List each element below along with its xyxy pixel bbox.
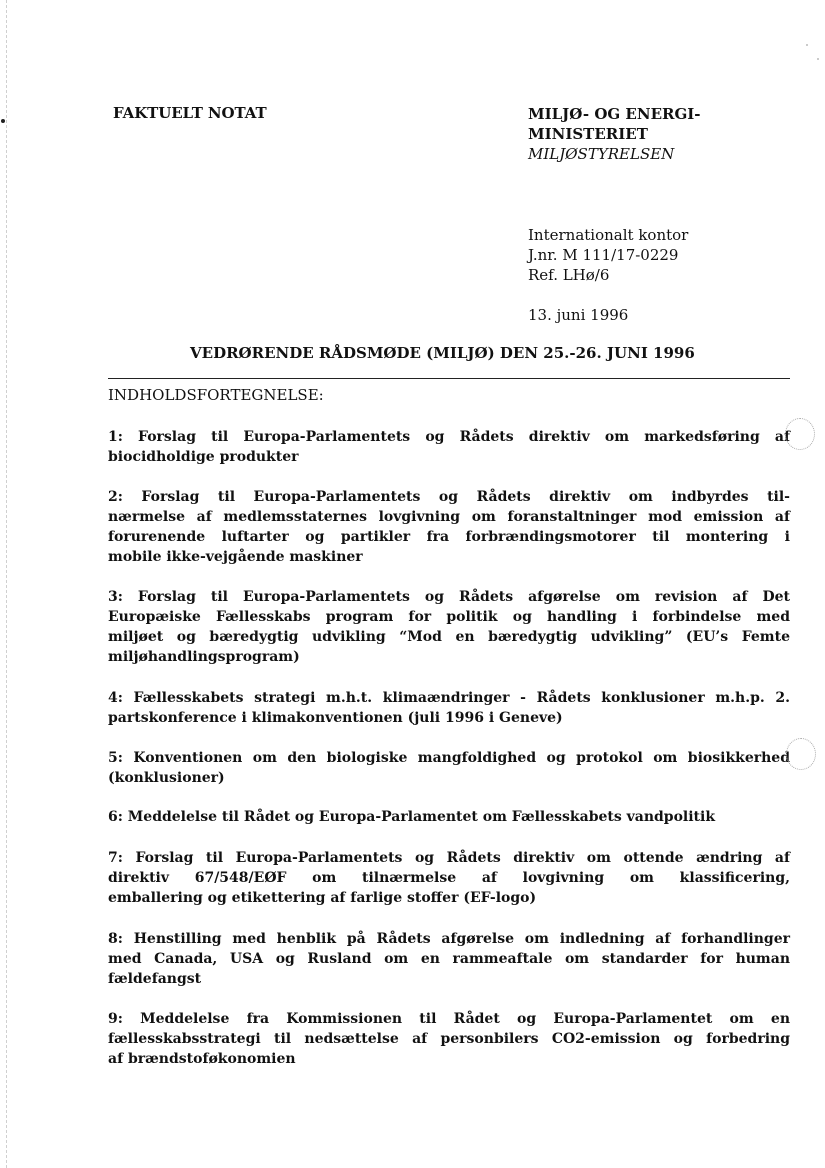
toc-item-line: Europæiske Fællesskabs program for politik og handling i forbindelse med bbox=[108, 609, 790, 625]
toc-item-line: 1: Forslag til Europa-Parlamentets og Rådets direktiv om markedsføring af bbox=[108, 429, 790, 445]
toc-item-line: af brændstoføkonomien bbox=[108, 1051, 296, 1067]
toc-item-line: emballering og etikettering af farlige stoffer (EF-logo) bbox=[108, 890, 537, 906]
toc-item-line: (konklusioner) bbox=[108, 770, 225, 786]
meeting-heading: VEDRØRENDE RÅDSMØDE (MILJØ) DEN 25.-26. JUNI 1996 bbox=[190, 344, 695, 362]
binder-hole-mark bbox=[786, 738, 816, 770]
reference: Ref. LHø/6 bbox=[528, 266, 610, 284]
scan-speck bbox=[817, 58, 819, 60]
toc-item-line: 4: Fællesskabets strategi m.h.t. klimaændringer - Rådets konklusioner m.h.p. 2. bbox=[108, 690, 790, 706]
toc-item-line: 5: Konventionen om den biologiske mangfoldighed og protokol om biosikkerhed bbox=[108, 750, 790, 766]
toc-item-8 bbox=[108, 929, 790, 989]
toc-item-2 bbox=[108, 487, 790, 567]
document-type-label: FAKTUELT NOTAT bbox=[113, 104, 267, 122]
department-name: Internationalt kontor bbox=[528, 226, 689, 244]
toc-item-line: fældefangst bbox=[108, 971, 202, 987]
toc-item-9 bbox=[108, 1009, 790, 1069]
toc-item-line: 8: Henstilling med henblik på Rådets afgørelse om indledning af forhandlinger bbox=[108, 931, 790, 947]
toc-item-line: med Canada, USA og Rusland om en rammeaftale om standarder for human bbox=[108, 951, 790, 967]
toc-item-line: mobile ikke-vejgående maskiner bbox=[108, 549, 363, 565]
toc-item-line: biocidholdige produkter bbox=[108, 449, 299, 465]
toc-item-line: direktiv 67/548/EØF om tilnærmelse af lovgivning om klassificering, bbox=[108, 870, 790, 886]
binder-hole-mark bbox=[785, 418, 815, 450]
toc-item-line: miljøhandlingsprogram) bbox=[108, 649, 300, 665]
scan-speck bbox=[806, 44, 808, 46]
toc-item-7 bbox=[108, 848, 790, 908]
ministry-name-line-2: MINISTERIET bbox=[528, 125, 648, 143]
ministry-block bbox=[528, 104, 701, 164]
toc-item-line: nærmelse af medlemsstaternes lovgivning om foranstaltninger mod emission af bbox=[108, 509, 790, 525]
toc-item-line: 2: Forslag til Europa-Parlamentets og Rådets direktiv om indbyrdes til- bbox=[108, 489, 790, 505]
toc-item-line: 9: Meddelelse fra Kommissionen til Rådet og Europa-Parlamentet om en bbox=[108, 1011, 790, 1027]
heading-divider bbox=[108, 378, 790, 379]
toc-item-line: fællesskabsstrategi til nedsættelse af personbilers CO2-emission og forbedring bbox=[108, 1031, 790, 1047]
ministry-name-line-1: MILJØ- OG ENERGI- bbox=[528, 105, 701, 123]
toc-item-1 bbox=[108, 427, 790, 467]
toc-item-line: partskonference i klimakonventionen (juli 1996 i Geneve) bbox=[108, 710, 563, 726]
journal-number: J.nr. M 111/17-0229 bbox=[528, 246, 679, 264]
toc-title: INDHOLDSFORTEGNELSE: bbox=[108, 386, 324, 404]
toc-item-line: 7: Forslag til Europa-Parlamentets og Rådets direktiv om ottende ændring af bbox=[108, 850, 790, 866]
toc-item-4 bbox=[108, 688, 790, 728]
toc-item-3 bbox=[108, 587, 790, 667]
office-block bbox=[528, 225, 688, 285]
toc-item-5 bbox=[108, 748, 790, 788]
agency-name: MILJØSTYRELSEN bbox=[528, 145, 675, 163]
toc-item-line: 6: Meddelelse til Rådet og Europa-Parlamentet om Fællesskabets vandpolitik bbox=[108, 809, 716, 825]
toc-item-line: 3: Forslag til Europa-Parlamentets og Rådets afgørelse om revision af Det bbox=[108, 589, 790, 605]
toc-item-line: forurenende luftarter og partikler fra forbrændingsmotorer til montering i bbox=[108, 529, 790, 545]
toc-item-6 bbox=[108, 807, 790, 827]
margin-bullet bbox=[1, 119, 5, 123]
document-date: 13. juni 1996 bbox=[528, 306, 629, 324]
toc-item-line: miljøet og bæredygtig udvikling “Mod en bæredygtig udvikling” (EU’s Femte bbox=[108, 629, 790, 645]
scan-edge-line bbox=[6, 0, 7, 1168]
